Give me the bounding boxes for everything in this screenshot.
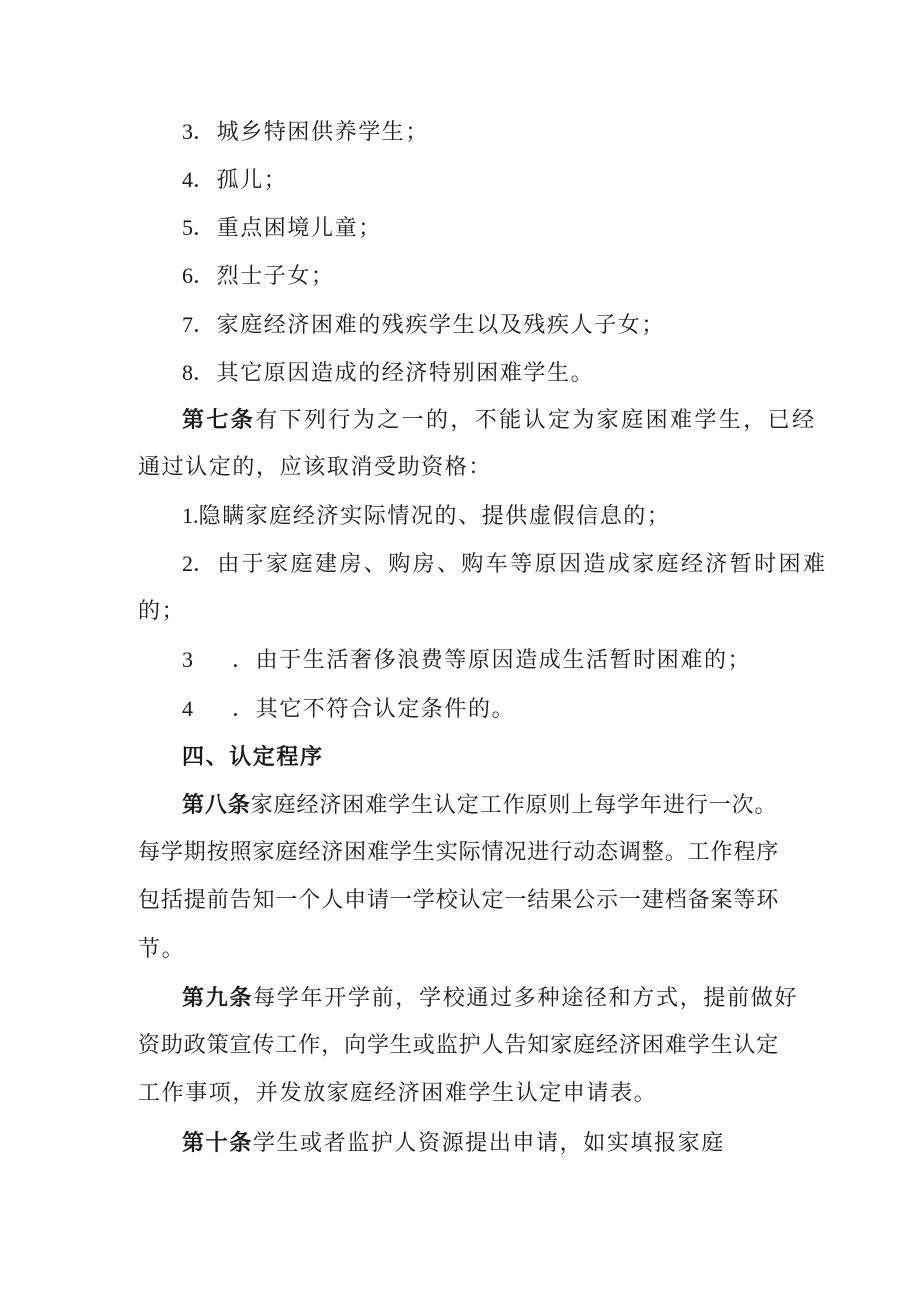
item-number: 2 [182,551,193,576]
item-number: 7 [182,312,193,337]
list-item-b-2-continued: 的； [138,599,186,624]
item-text: ．其它原因造成的经济特别困难学生。 [193,361,595,386]
article-8-line-1 [182,790,842,821]
item-number: 3 [182,119,193,144]
list-item-6 [182,261,842,292]
article-text: 家庭经济困难学生认定工作原则上每学年进行一次。 [250,793,778,818]
item-text: ．烈士子女； [193,264,335,289]
list-item-b-4 [182,694,842,725]
item-number: 6 [182,263,193,288]
article-label: 第七条 [182,407,256,433]
article-text: 有下列行为之一的，不能认定为家庭困难学生，已经 [255,408,817,433]
item-text: ．家庭经济困难的残疾学生以及残疾人子女； [193,313,666,338]
item-number: 3 [182,647,195,672]
article-10-line-1 [182,1128,842,1159]
item-text: ．重点困境儿童； [193,216,382,241]
article-label: 第八条 [182,792,251,818]
article-8-line-4: 节。 [138,937,186,962]
list-item-7 [182,310,842,341]
item-text: ．孤儿； [193,168,288,193]
article-text: 学生或者监护人资源提出申请，如实填报家庭 [252,1131,725,1156]
item-number: 4 [182,167,193,192]
list-item-4 [182,165,842,196]
article-label: 第十条 [182,1130,253,1156]
article-7-line-1 [182,405,842,436]
list-item-b-3 [182,645,842,676]
article-7-line-2: 通过认定的，应该取消受助资格： [138,455,493,480]
item-text: 隐瞒家庭经济实际情况的、提供虚假信息的； [198,504,671,529]
item-text: ．其它不符合认定条件的。 [232,697,516,722]
item-number: 1. [182,503,199,528]
list-item-b-2 [182,549,842,580]
article-label: 第九条 [182,985,254,1011]
item-number: 4 [182,696,195,721]
article-9-line-2: 资助政策宣传工作，向学生或监护人告知家庭经济困难学生认定 [138,1033,780,1058]
article-9-line-3: 工作事项，并发放家庭经济困难学生认定申请表。 [138,1081,658,1106]
list-item-3 [182,117,842,148]
article-8-line-3: 包括提前告知一个人申请一学校认定一结果公示一建档备案等环 [138,888,780,913]
list-item-5 [182,213,842,244]
item-text: ．由于生活奢侈浪费等原因造成生活暂时困难的； [232,648,752,673]
article-text: 每学年开学前，学校通过多种途径和方式，提前做好 [253,986,799,1011]
item-number: 5 [182,215,193,240]
article-9-line-1 [182,983,842,1014]
item-text: ．由于家庭建房、购房、购车等原因造成家庭经济暂时困难 [193,552,828,577]
section-heading: 四、认定程序 [182,744,324,770]
article-8-line-2: 每学期按照家庭经济困难学生实际情况进行动态调整。工作程序 [138,840,780,865]
item-number: 8 [182,360,193,385]
list-item-8 [182,358,842,389]
list-item-b-1 [182,501,842,532]
item-text: ．城乡特困供养学生； [193,120,430,145]
